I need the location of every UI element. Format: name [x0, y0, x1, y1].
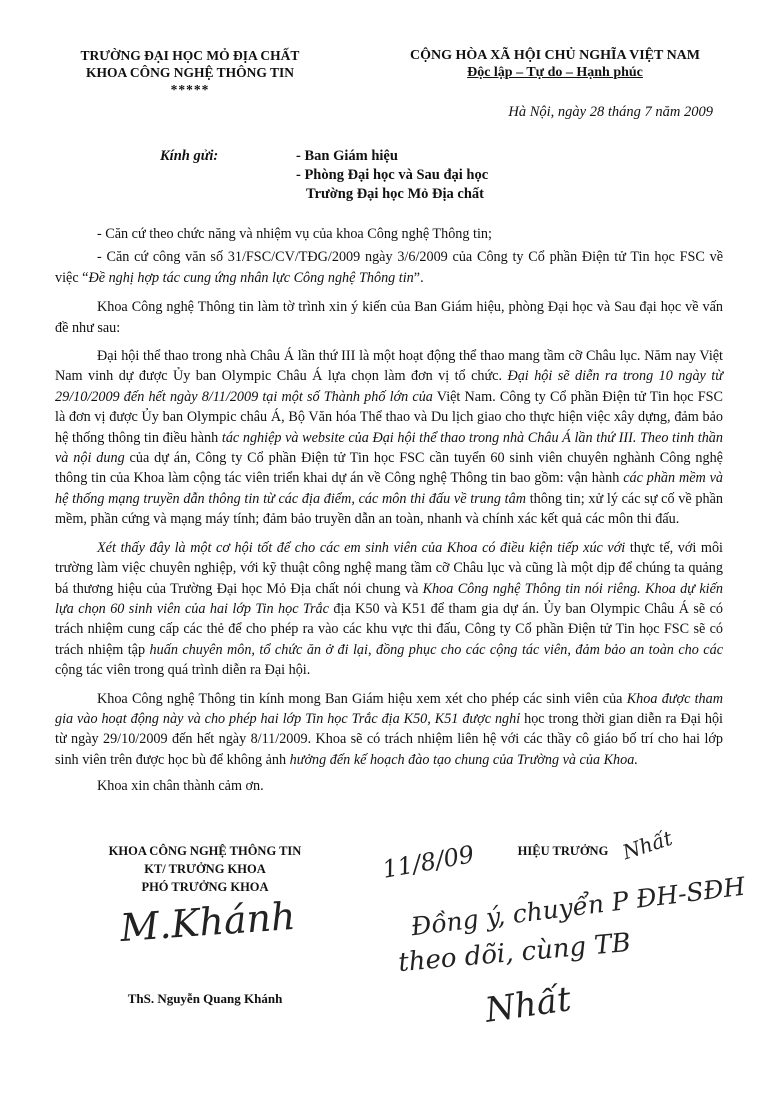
institution-header — [40, 47, 340, 98]
recipients-label: Kính gửi: — [160, 148, 219, 164]
basis-2: - Căn cứ công văn số 31/FSC/CV/TĐG/2009 ngày 3/6/2009 của Công ty Cổ phần Điện tử Tin học FSC về việc “Đề nghị hợp tác cung ứng nhân lực Công nghệ Thông tin”. — [55, 249, 723, 286]
university-name: TRƯỜNG ĐẠI HỌC MỎ ĐỊA CHẤT — [80, 48, 300, 63]
document-body — [55, 224, 723, 797]
document-date: Hà Nội, ngày 28 tháng 7 năm 2009 — [508, 104, 713, 120]
rector-title: HIỆU TRƯỞNG — [517, 844, 609, 858]
header-stars: ***** — [170, 82, 210, 97]
rector-handwritten-signature: Nhất — [482, 979, 574, 1031]
basis-1: - Căn cứ theo chức năng và nhiệm vụ của khoa Công nghệ Thông tin; — [97, 226, 492, 242]
paragraph-event: Đại hội thể thao trong nhà Châu Á lần thứ III là một hoạt động thể thao mang tầm cỡ Châu lục. Năm nay Việt Nam vinh dự được Ủy ban Olympic Châu Á lựa chọn làm đơn vị tổ chức. Đại hội sẽ diễn ra trong 10 ngày từ 29/10/2009 đến hết ngày 8/11/2009 tại một số Thành phố lớn của Việt Nam. Công ty Cổ phần Điện tử Tin học FSC là đơn vị được Ủy ban Olympic châu Á, Bộ Văn hóa Thể thao và Du lịch giao cho thực hiện việc xây dựng, đảm bảo hệ thống thông tin điều hành tác nghiệp và website của Đại hội thể thao trong nhà Châu Á lần thứ III. Theo tinh thần và nội dung của dự án, Công ty Cổ phần Điện tử Tin học FSC cần tuyển 60 sinh viên chuyên nghành Công nghệ thông tin của Khoa làm cộng tác viên triển khai dự án về Công nghệ Thông tin bao gồm: vận hành các phần mềm và hệ thống mạng truyền dẫn thông tin từ các địa điểm, các môn thi đấu về trung tâm thông tin; xử lý các sự cố về phần mềm, phần cứng và mạng máy tính; đảm bảo truyền dẫn an toàn, nhanh và chính xác kết quả các môn thi đấu. — [55, 348, 723, 528]
paragraph-opportunity: Xét thấy đây là một cơ hội tốt để cho các em sinh viên của Khoa có điều kiện tiếp xúc với thực tế, với môi trường làm việc chuyên nghiệp, với kỹ thuật công nghệ mang tầm cỡ Châu lục và cũng là một dịp để chúng ta quảng bá thương hiệu của Trường Đại học Mỏ Địa chất nói chung và Khoa Công nghệ Thông tin nói riêng. Khoa dự kiến lựa chọn 60 sinh viên của hai lớp Tin học Trắc địa K50 và K51 để tham gia dự án. Ủy ban Olympic Châu Á sẽ có trách nhiệm cung cấp các thẻ để cho phép ra vào các khu vực thi đấu, Công ty Cổ phần Điện tử Tin học FSC sẽ có trách nhiệm tập huấn chuyên môn, tổ chức ăn ở đi lại, đồng phục cho các cộng tác viên, đảm bảo an toàn cho các cộng tác viên trong quá trình diễn ra Đại hội. — [55, 539, 724, 679]
faculty-handwritten-signature: M.Khánh — [118, 893, 297, 951]
recipient-office: - Phòng Đại học và Sau đại học — [296, 167, 489, 183]
approval-date-handwritten: 11/8/09 — [380, 840, 477, 884]
paragraph-request: Khoa Công nghệ Thông tin kính mong Ban Giám hiệu xem xét cho phép các sinh viên của Khoa được tham gia vào hoạt động này và cho phép hai lớp Tin học Trắc địa K50, K51 được nghỉ học trong thời gian diễn ra Đại hội từ ngày 29/10/2009 đến hết ngày 8/11/2009. Khoa sẽ có trách nhiệm liên hệ với các thầy cô giáo bố trí cho hai lớp sinh viên trên được học bù để không ảnh hưởng đến kế hoạch đào tạo chung của Trường và của Khoa. — [55, 690, 723, 768]
sig-faculty-deputy: PHÓ TRƯỞNG KHOA — [141, 880, 269, 894]
rector-corner-signature: Nhất — [619, 825, 676, 865]
sig-faculty-role: KT/ TRƯỞNG KHOA — [144, 862, 266, 876]
national-header — [355, 47, 755, 81]
approval-note-line1: Đồng ý, chuyển P ĐH-SĐH — [409, 871, 747, 942]
signature-block-faculty — [95, 842, 315, 896]
paragraph-intro: Khoa Công nghệ Thông tin làm tờ trình xin ý kiến của Ban Giám hiệu, phòng Đại học và Sau đại học về vấn đề như sau: — [55, 299, 723, 336]
national-title: CỘNG HÒA XÃ HỘI CHỦ NGHĨA VIỆT NAM — [409, 48, 700, 63]
national-motto: Độc lập – Tự do – Hạnh phúc — [467, 65, 643, 80]
paragraph-thanks: Khoa xin chân thành cảm ơn. — [97, 778, 264, 795]
signer-name: ThS. Nguyễn Quang Khánh — [127, 991, 283, 1006]
approval-note-line2: theo dõi, cùng TB — [397, 927, 632, 979]
recipient-university: Trường Đại học Mỏ Địa chất — [306, 186, 484, 202]
recipient-board: - Ban Giám hiệu — [296, 148, 398, 164]
sig-faculty-name: KHOA CÔNG NGHỆ THÔNG TIN — [108, 844, 302, 858]
faculty-name: KHOA CÔNG NGHỆ THÔNG TIN — [85, 65, 295, 80]
